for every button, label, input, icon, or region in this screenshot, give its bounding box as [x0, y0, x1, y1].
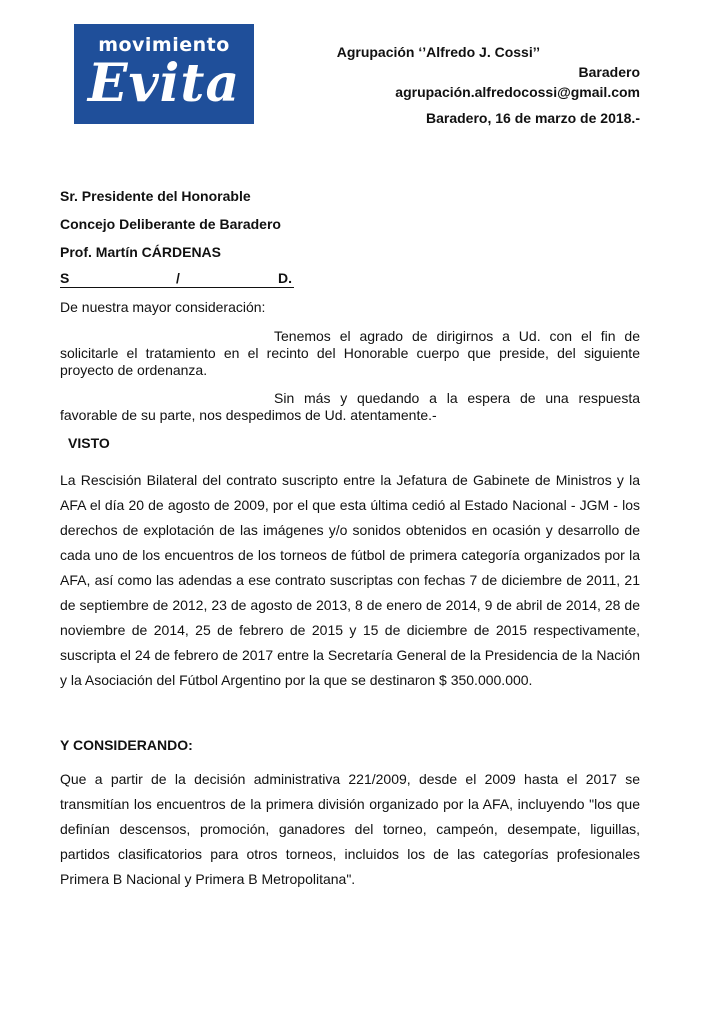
city: Baradero — [578, 64, 640, 80]
considerando-heading: Y CONSIDERANDO: — [60, 737, 193, 753]
logo-main-text: Evita — [87, 53, 241, 114]
logo-top-text: movimiento — [98, 34, 230, 56]
movimiento-evita-logo — [74, 24, 254, 124]
closing-paragraph: Sin más y quedando a la espera de una respuesta favorable de su parte, nos despedimos de Ud. atentamente.- — [60, 390, 640, 423]
organization-name: Agrupación ‘’Alfredo J. Cossi’’ — [336, 44, 540, 60]
su-despacho-line — [60, 270, 294, 288]
visto-text: La Rescisión Bilateral del contrato suscripto entre la Jefatura de Gabinete de Ministros y la AFA el día 20 de agosto de 2009, por el que esta última cedió al Estado Nacional - JGM - los derechos de explotación de las imágenes y/o sonidos obtenidos en ocasión y desarrollo de cada uno de los encuentros de los torneos de fútbol de primera categoría organizados por la AFA, así como las adendas a ese contrato suscriptas con fechas 7 de diciembre de 2011, 21 de septiembre de 2012, 23 de agosto de 2013, 8 de enero de 2014, 9 de abril de 2014, 28 de noviembre de 2014, 25 de febrero de 2015 y 15 de diciembre de 2015 respectivamente, suscripta el 24 de febrero de 2017 entre la Secretaría General de la Presidencia de la Nación y la Asociación del Fútbol Argentino por la que se destinaron $ 350.000.000. — [60, 472, 640, 688]
underline — [60, 287, 294, 288]
recipient-line-2: Concejo Deliberante de Baradero — [60, 216, 281, 232]
considerando-text: Que a partir de la decisión administrativa 221/2009, desde el 2009 hasta el 2017 se transmitían los encuentros de la primera división organizado por la AFA, incluyendo "los que definían descensos, promoción, ganadores del torneo, campeón, desempate, liguillas, partidos clasificatorios para otros torneos, incluidos los de las categorías profesionales Primera B Nacional y Primera B Metropolitana". — [60, 771, 640, 887]
email: agrupación.alfredocossi@gmail.com — [395, 84, 640, 100]
greeting: De nuestra mayor consideración: — [60, 299, 266, 315]
visto-heading: VISTO — [68, 435, 110, 451]
s-letter: S — [60, 270, 70, 286]
slash: / — [176, 270, 180, 286]
recipient-line-1: Sr. Presidente del Honorable — [60, 188, 251, 204]
recipient-block — [60, 182, 281, 266]
letterhead — [337, 42, 640, 102]
d-letter: D. — [278, 270, 292, 286]
intro-paragraph: Tenemos el agrado de dirigirnos a Ud. con el fin de solicitarle el tratamiento en el recinto del Honorable cuerpo que preside, del siguiente proyecto de ordenanza. — [60, 328, 640, 378]
letter-date: Baradero, 16 de marzo de 2018.- — [426, 110, 640, 126]
recipient-line-3: Prof. Martín CÁRDENAS — [60, 244, 222, 260]
